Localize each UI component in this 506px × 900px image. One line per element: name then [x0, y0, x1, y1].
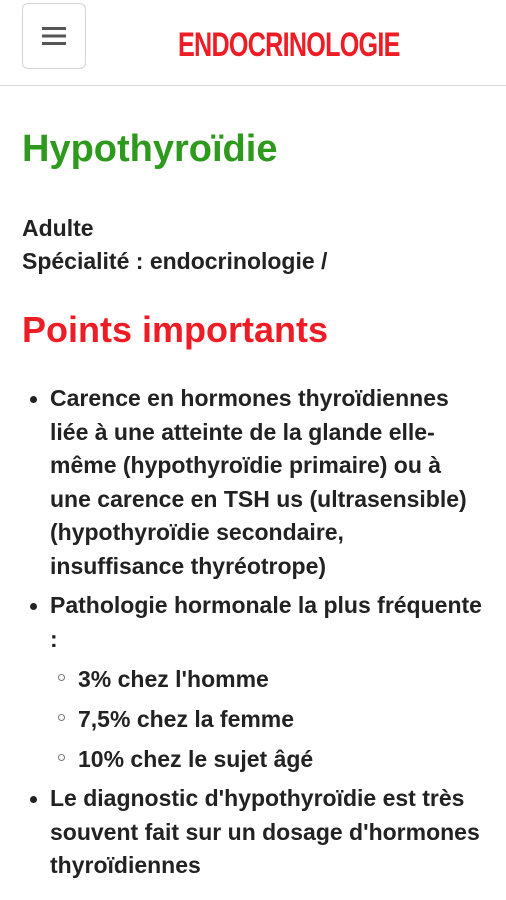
specialty-label: Spécialité : endocrinologie / — [22, 248, 328, 274]
sub-list — [50, 662, 484, 776]
brand-logo[interactable]: ENDOCRINOLOGIE — [178, 25, 400, 64]
section-title: Points importants — [22, 309, 329, 350]
main-content — [0, 126, 506, 883]
sub-list-item: 10% chez le sujet âgé — [78, 742, 484, 776]
list-item — [50, 589, 484, 776]
list-item-text: Pathologie hormonale la plus fréquente : — [50, 592, 482, 652]
page-meta — [22, 212, 484, 278]
list-item — [50, 382, 484, 583]
points-list — [22, 382, 484, 883]
page-title: Hypothyroïdie — [22, 128, 278, 170]
sub-list-item: 7,5% chez la femme — [78, 702, 484, 736]
list-item-text: Le diagnostic d'hypothyroïdie est très souvent fait sur un dosage d'hormones thyroïdiennes — [50, 785, 480, 878]
audience-label: Adulte — [22, 215, 94, 241]
menu-button[interactable] — [22, 3, 86, 69]
hamburger-menu-icon — [41, 25, 67, 47]
app-header — [0, 0, 506, 86]
sub-list-item: 3% chez l'homme — [78, 662, 484, 696]
list-item-text: Carence en hormones thyroïdiennes liée à une atteinte de la glande elle-même (hypothyroïdie primaire) ou à une carence en TSH us (ultrasensible) (hypothyroïdie secondaire, insuffisance thyréotrope) — [50, 385, 467, 579]
list-item — [50, 782, 484, 883]
